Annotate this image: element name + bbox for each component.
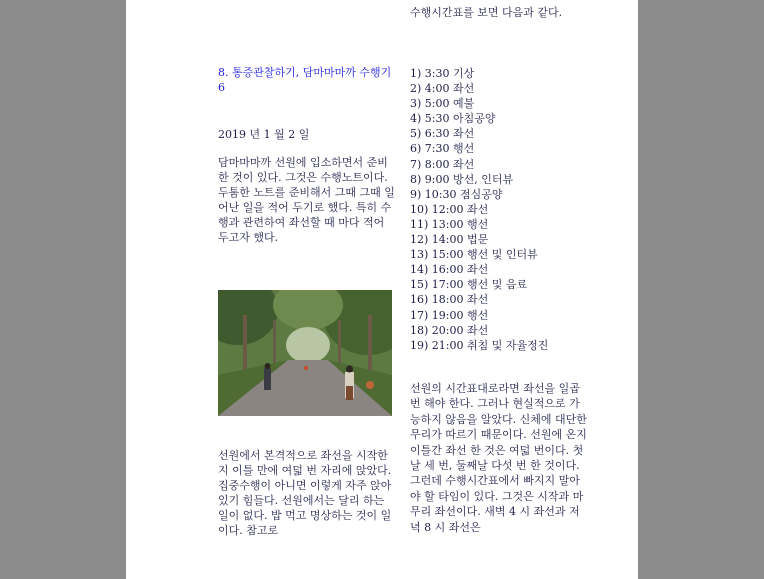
schedule-item: 3) 5:00 예불 [410,97,475,111]
schedule-item: 6) 7:30 행선 [410,142,475,156]
schedule-item: 7) 8:00 좌선 [410,157,475,171]
document-page [126,0,638,579]
schedule-item: 9) 10:30 점심공양 [410,187,503,201]
schedule-item: 17) 19:00 행선 [410,308,489,322]
schedule-item: 1) 3:30 기상 [410,67,475,80]
paragraph-1: 담마마마까 선원에 입소하면서 준비한 것이 있다. 그것은 수행노트이다. 두툼한 노트를 준비해서 그때 그때 일어난 일을 적어 두기로 했다. 특히 수행과 관련하여 좌선할 때 마다 적어 두고자 했다. [218,156,395,244]
section-heading: 8. 통증관찰하기, 담마마마까 수행기 6 [218,66,392,94]
schedule-item: 5) 6:30 좌선 [410,127,475,141]
schedule-item: 4) 5:30 아침공양 [410,112,496,126]
paragraph-2: 선원에서 본격적으로 좌선을 시작한지 이틀 만에 여덟 번 자리에 앉았다. 집중수행이 아니면 이렇게 자주 앉아 있기 힘들다. 선원에서는 달리 하는 일이 없다. 밥 먹고 명상하는 것이 일이다. 참고로 [218,449,392,537]
schedule-item: 19) 21:00 취침 및 자율정진 [410,338,549,352]
schedule-item: 8) 9:00 방선, 인터뷰 [410,172,514,186]
monastery-path-photo [218,290,392,416]
schedule-item: 13) 15:00 행선 및 인터뷰 [410,248,538,262]
post-date: 2019 년 1 월 2 일 [218,128,310,141]
schedule-item: 18) 20:00 좌선 [410,323,489,337]
schedule-item: 2) 4:00 좌선 [410,82,475,96]
schedule-item: 15) 17:00 행선 및 음료 [410,278,528,292]
paragraph-3: 선원의 시간표대로라면 좌선을 일곱 번 해야 한다. 그러나 현실적으로 가능하지 않음을 알았다. 신체에 대단한 무리가 따르기 때문이다. 선원에 온지 이틀간 좌선 한 것은 여덟 번이다. 첫날 세 번, 둘째날 다섯 번 한 것이다. 그런데 수행시간표에서 빠지지 말아야 할 타임이 있다. 그것은 시작과 마무리 좌선이다. 새벽 4 시 좌선과 저녁 8 시 좌선은 [410,382,587,534]
schedule-item: 16) 18:00 좌선 [410,293,489,307]
schedule-item: 12) 14:00 법문 [410,233,489,247]
schedule-item: 14) 16:00 좌선 [410,263,489,277]
schedule-item: 10) 12:00 좌선 [410,202,489,216]
schedule-list [410,66,590,353]
photo-illustration [218,290,392,416]
schedule-item: 11) 13:00 행선 [410,217,489,231]
intro-text: 수행시간표를 보면 다음과 같다. [410,6,563,19]
